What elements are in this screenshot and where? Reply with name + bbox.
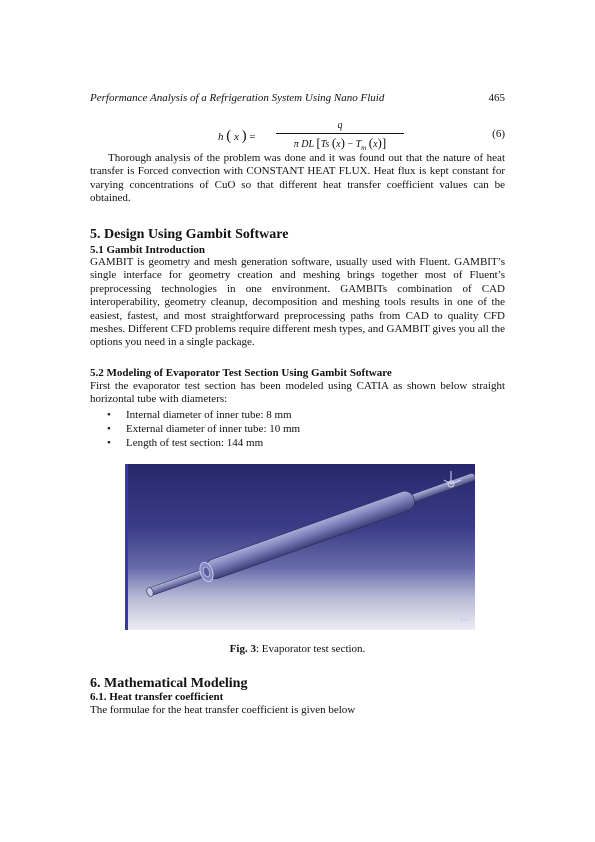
list-item: • External diameter of inner tube: 10 mm <box>90 422 300 436</box>
list-item: • Length of test section: 144 mm <box>90 436 300 450</box>
equation-fraction <box>276 120 404 152</box>
evaporator-figure <box>125 464 475 630</box>
equation-tm-sub: m <box>361 144 367 152</box>
equation-ts-var: x <box>336 139 341 150</box>
gambit-intro-paragraph: GAMBIT is geometry and mesh generation software, usually used with Fluent. GAMBIT’s single interface for geometry creation and meshing brings together most of Fluent’s preprocessing technologies in one environment. GAMBITs combination of CAD interoperability, geometry cleanup, decomposition and meshing tools results in one of the easiest, fastest, and most straightforward preprocessing paths from CAD to quality CFD meshes. Different CFD problems require different mesh types, and GAMBIT gives you all the options you need in a single package. <box>90 256 505 349</box>
section-5-heading: 5. Design Using Gambit Software <box>90 227 289 242</box>
diameter-list <box>90 408 300 451</box>
section-5-1-heading: 5.1 Gambit Introduction <box>90 244 206 256</box>
compass-icon <box>461 614 468 620</box>
equation-ts: Ts <box>320 139 330 150</box>
tube-assembly <box>144 467 475 603</box>
section-6-1-heading: 6.1. Heat transfer coefficient <box>90 691 224 703</box>
equation-equals: = <box>249 131 256 143</box>
figure-label: Fig. 3 <box>229 643 256 655</box>
section-5-2-heading: 5.2 Modeling of Evaporator Test Section Using Gambit Software <box>90 367 392 379</box>
equation-lhs: h ( x ) = <box>218 128 256 144</box>
equation-lhs-symbol: h <box>218 131 224 143</box>
formula-intro-paragraph: The formulae for the heat transfer coefficient is given below <box>90 704 356 716</box>
running-head-title: Performance Analysis of a Refrigeration System Using Nano Fluid <box>90 92 385 104</box>
equation-lhs-var: x <box>234 131 239 143</box>
fraction-bar <box>276 133 404 134</box>
evaporator-tube-render <box>128 464 475 630</box>
equation-tm: T <box>355 139 362 150</box>
equation-tm-var: x <box>373 139 378 150</box>
modeling-paragraph: First the evaporator test section has been modeled using CATIA as shown below straight horizontal tube with diameters: <box>90 380 505 406</box>
figure-caption <box>90 643 505 655</box>
equation-denominator: π DL [Ts $(x) - T_m$ (x)] <box>293 135 387 152</box>
equation-numerator: q <box>337 120 343 131</box>
paragraph-heat-flux: Thorough analysis of the problem was done and it was found out that the nature of heat transfer is Forced convection with CONSTANT HEAT FLUX. Heat flux is kept constant for varying concentrations of CuO so that different heat transfer coefficient values can be obtained. <box>90 152 505 205</box>
equation-pidl: π DL <box>293 139 314 150</box>
equation-minus: − <box>347 139 354 150</box>
equation-number: (6) <box>492 128 505 140</box>
running-head <box>90 92 505 104</box>
section-6-heading: 6. Mathematical Modeling <box>90 676 248 691</box>
page <box>90 0 505 842</box>
page-number: 465 <box>488 92 505 104</box>
list-item: • Internal diameter of inner tube: 8 mm <box>90 408 300 422</box>
figure-caption-text: : Evaporator test section. <box>255 643 366 655</box>
